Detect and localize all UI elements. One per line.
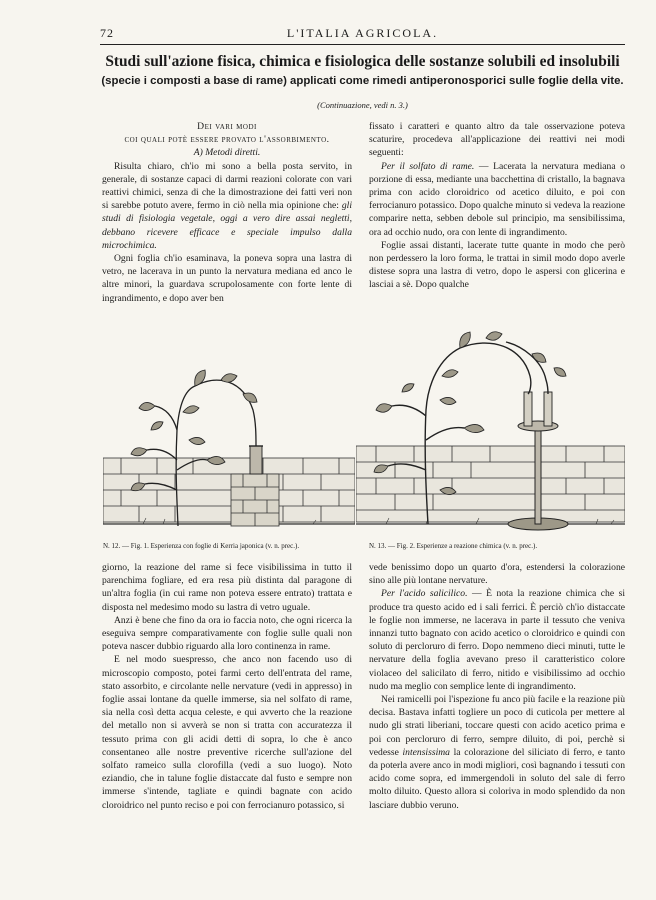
article-title: Studi sull'azione fisica, chimica e fisiologica delle sostanze solubili ed insolubili (105, 53, 620, 70)
paragraph: Foglie assai distanti, lacerate tutte quante in modo che però non perdessero la loro forma, le trattai in simil modo dopo averle distese sopra una lastra di vetro, dopo le aspersi con glicerina e lasciai a sè. Dopo qualche (369, 239, 625, 291)
paragraph: Ogni foglia ch'io esaminava, la poneva sopra una lastra di vetro, ne lacerava in un punto la nervatura mediana ed anco le altre minori, la guardava scrupolosamente con forte lente di ingrandimento, e dopo aver ben (102, 253, 352, 304)
paragraph: Anzi è bene che fino da ora io faccia noto, che ogni ricerca la eseguiva sempre comparativamente con foglie sulle quali non poteva nascer dubbio riguardo alla loro continenza in rame. (102, 614, 352, 653)
paragraph (369, 160, 625, 239)
method-heading (102, 146, 352, 159)
paragraph (369, 587, 625, 693)
paragraph: vede benissimo dopo un quarto d'ora, estendersi la colorazione sino alle più lontane nervature. (369, 562, 625, 587)
continuation-note: (Continuazione, vedi n. 3.) (317, 100, 408, 110)
section-subheading: coi quali potè essere provato l'assorbimento. (124, 134, 330, 146)
method-heading-text: A) Metodi diretti. (193, 147, 261, 159)
paragraph (102, 160, 352, 252)
article-subtitle: (specie i composti a base di rame) applicati come rimedi antiperonosporici sulle foglie della vite. (101, 75, 624, 87)
paragraph-emphasis: gli studi di fisiologia vegetale, oggi a vero dire assai negletti, debbano ricevere efficace e speciale impulso dalla microchimica. (102, 200, 352, 251)
header-rule (100, 44, 625, 45)
column-bottom-left (102, 561, 352, 861)
figure-chemical-reaction-experiment (356, 320, 625, 538)
brick-wall (356, 446, 625, 522)
paragraph (369, 693, 625, 812)
figure-caption: N. 13. — Fig. 2. Esperienze a reazione chimica (v. n. prec.). (369, 542, 538, 550)
brick-pedestal (231, 474, 279, 526)
running-head (100, 26, 625, 42)
paragraph: E nel modo suespresso, che anco non facendo uso di microscopio composto, potei farmi certo dell'entrata del rame, stato assorbito, e circolante nelle nervature (vedi in appresso) in foglie assai lontane da quelle immerse, sia nel solfato di rame, sia nella così detta acqua celeste, e qui avverto che la reazione del metallo non si avverà se non si tratta con accuratezza il tessuto prima con gli acidi detti di sopra, lo che è anco consentaneo alle nostre preventive ricerche sull'azione del solfato rameico sulla clorofilla (vedi a suo luogo). Noto eziandio, che in talune foglie distaccate dal fusto e sempre non immerse s'intende, tagliate e quindi bagnate con acido cloroidrico nel punto reciso e poi con ferrocianuro potassico, si (102, 654, 352, 811)
brick-wall (103, 458, 355, 524)
column-bottom-right (369, 561, 625, 861)
paragraph-text: la colorazione del siliciato di ferro, e tanto da poterla avere anco in modi migliori, così bagnando i tessuti con acido come sopra, ed immergendoli in soluto del sale di ferro molto diluito. Questo allora si coloriva in modo splendido da non lasciare dubbio veruno. (369, 746, 626, 811)
paragraph-heading: Per il solfato di rame. (381, 160, 475, 172)
paragraph-text: Risulta chiaro, ch'io mi sono a bella posta servito, in generale, di sostanze capaci di darmi reazioni colorate con vari reattivi chimici, senza di che la dimostrazione dei fatti veri non si sarebbe potuto avere, fermo in ciò nella mia opinione che: (102, 160, 352, 212)
glass-vessel (249, 446, 263, 474)
section-heading: Dei vari modi (197, 121, 257, 132)
column-top-left (102, 120, 352, 304)
figure-kerria-experiment (103, 350, 355, 538)
figure-caption: N. 12. — Fig. 1. Esperienza con foglie di Kerria japonica (v. n. prec.). (103, 542, 300, 550)
paragraph-text: Nei ramicelli poi l'ispezione fu anco più facile e la reazione più decisa. Bastava infatti togliere un poco di cuticola per mettere al nudo gli strati liberiani, toccare questi con acido acetico prima e poi con percloruro di ferro, sempre diluito, di poi, perchè si vedesse (369, 694, 625, 758)
paragraph: giorno, la reazione del rame si fece visibilissima in tutto il parenchima fogliare, ed era resa più distinta dal paragone di un'altra foglia (in cui rame non poteva essere entrato) trattata e disposta nel medesimo modo su lastra di vetro uguale. (102, 562, 352, 613)
column-top-right (369, 120, 625, 295)
journal-title: L'ITALIA AGRICOLA. (286, 26, 439, 40)
paragraph-emphasis: intensissima (402, 746, 450, 758)
paragraph: fissato i caratteri e quanto altro da tale osservazione poteva scaturire, procedeva all'applicazione dei reattivi nei modi seguenti: (369, 121, 625, 159)
page-number: 72 (100, 26, 114, 40)
paragraph-text: — È nota la reazione chimica che si produce tra questo acido ed i sali ferrici. È perciò ch'io distaccate le foglie non immerse, ne lacerava in parte il tessuto che veniva innanzi tutto bagnato con acido acetico o cloroidrico e quindi con soluto di percloruro di ferro. Dopo nemmeno dieci minuti, tutte le nervature della foglia avevano preso il caratteristico colore violaceo del salicilato di ferro, nitido e visibilissimo ad occhio nudo ma meglio con semplice lente di ingrandimento. (369, 588, 625, 692)
paragraph-heading: Per l'acido salicilico. (381, 588, 468, 600)
paragraph-text: — Lacerata la nervatura mediana o porzione di essa, mediante una bacchettina di cristallo, la bagnava prima con acido cloroidrico od acetico diluito, e poi con ferrocianuro potassico. Dopo qualche minuto si vedeva la reazione comparire netta, sebben debole sul principio, ma sensibilissima, ora ad occhio nudo, ora con lente di ingrandimento. (369, 160, 626, 238)
